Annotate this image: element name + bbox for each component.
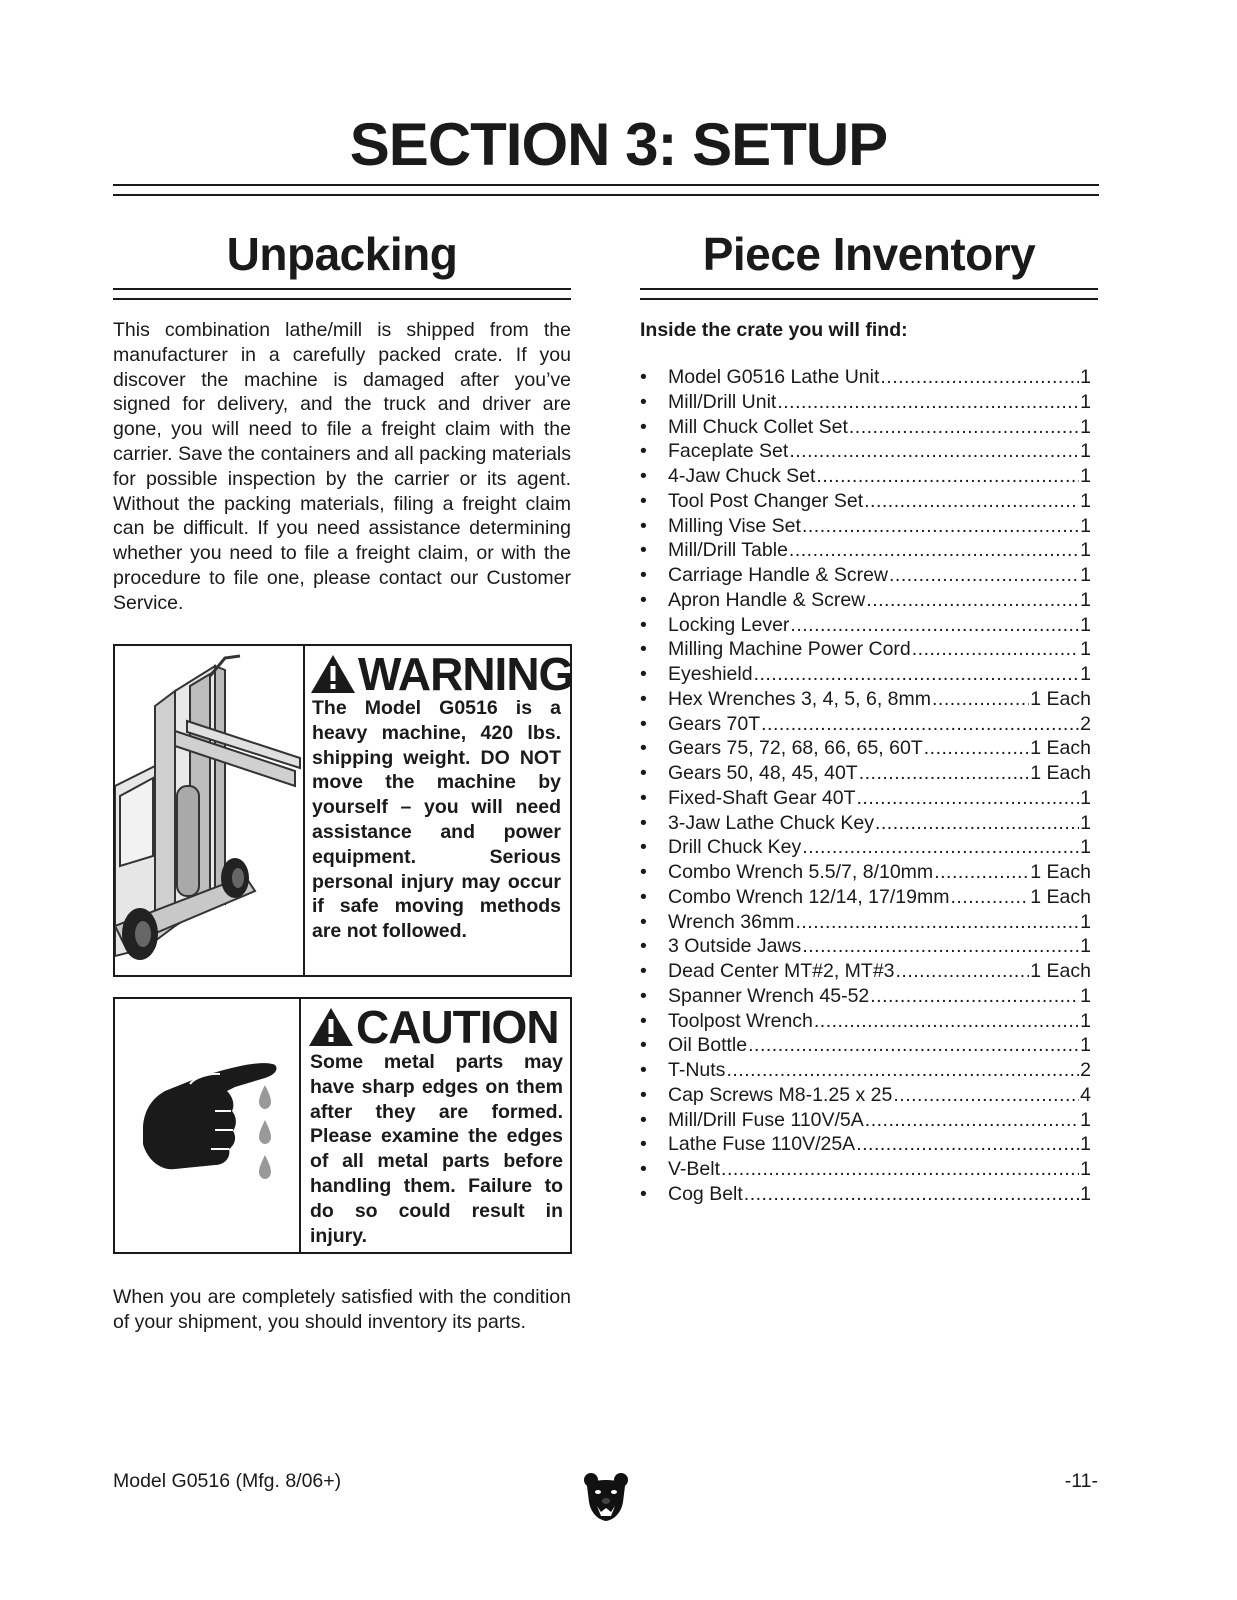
inventory-item bbox=[640, 786, 1091, 811]
dot-leader bbox=[802, 835, 1079, 860]
bullet: • bbox=[640, 564, 647, 586]
item-name: 3-Jaw Lathe Chuck Key bbox=[668, 811, 874, 834]
inventory-item bbox=[640, 860, 1091, 885]
item-name: Cap Screws M8-1.25 x 25 bbox=[668, 1083, 893, 1106]
dot-leader bbox=[880, 365, 1079, 390]
inventory-item bbox=[640, 439, 1091, 464]
item-name: Oil Bottle bbox=[668, 1034, 748, 1057]
dot-leader bbox=[721, 1157, 1079, 1182]
inventory-item bbox=[640, 934, 1091, 959]
bullet: • bbox=[640, 811, 647, 834]
warning-box bbox=[113, 644, 572, 977]
warning-header bbox=[310, 649, 573, 699]
item-name: Drill Chuck Key bbox=[668, 836, 802, 859]
bullet: • bbox=[640, 762, 647, 784]
item-quantity: 1 bbox=[1080, 1009, 1091, 1032]
footer-model: Model G0516 (Mfg. 8/06+) bbox=[113, 1470, 342, 1492]
item-quantity: 1 Each bbox=[1030, 762, 1091, 784]
inventory-item bbox=[640, 1157, 1091, 1182]
unpacking-rule-top bbox=[113, 288, 571, 290]
inventory-item bbox=[640, 613, 1091, 638]
item-quantity: 1 Each bbox=[1030, 861, 1091, 883]
bullet: • bbox=[640, 1083, 647, 1106]
inventory-item bbox=[640, 1009, 1091, 1034]
inventory-item bbox=[640, 835, 1091, 860]
item-quantity: 1 bbox=[1080, 811, 1091, 834]
bear-head-logo-icon bbox=[583, 1472, 629, 1522]
item-quantity: 1 Each bbox=[1030, 687, 1091, 710]
inventory-item bbox=[640, 1182, 1091, 1207]
bullet: • bbox=[640, 514, 647, 537]
inventory-item bbox=[640, 687, 1091, 712]
dot-leader bbox=[859, 761, 1030, 786]
inventory-item bbox=[640, 1132, 1091, 1157]
bullet: • bbox=[640, 885, 647, 908]
inventory-item bbox=[640, 959, 1091, 984]
inventory-item bbox=[640, 662, 1091, 687]
item-quantity: 1 bbox=[1080, 440, 1091, 463]
item-name: Cog Belt bbox=[668, 1182, 743, 1205]
item-name: Gears 50, 48, 45, 40T bbox=[668, 762, 858, 784]
dot-leader bbox=[889, 563, 1079, 588]
dot-leader bbox=[857, 786, 1080, 811]
item-quantity: 1 bbox=[1080, 564, 1091, 586]
bullet: • bbox=[640, 663, 647, 685]
item-quantity: 1 bbox=[1080, 1034, 1091, 1057]
caution-header bbox=[308, 1002, 559, 1052]
bullet: • bbox=[640, 465, 647, 487]
inventory-item bbox=[640, 1058, 1091, 1083]
pointing-hand-icon bbox=[115, 999, 299, 1252]
bullet: • bbox=[640, 984, 647, 1007]
bullet: • bbox=[640, 1034, 647, 1057]
dot-leader bbox=[864, 489, 1079, 514]
item-quantity: 1 bbox=[1080, 1158, 1091, 1180]
inventory-item bbox=[640, 365, 1091, 390]
item-quantity: 1 bbox=[1080, 786, 1091, 809]
dot-leader bbox=[777, 390, 1079, 415]
inventory-item bbox=[640, 761, 1091, 786]
sharp-edge-illustration bbox=[115, 999, 299, 1252]
bullet: • bbox=[640, 588, 647, 611]
item-quantity: 1 bbox=[1080, 1182, 1091, 1205]
item-name: Mill Chuck Collet Set bbox=[668, 415, 848, 438]
item-quantity: 1 bbox=[1080, 935, 1091, 958]
bullet: • bbox=[640, 613, 647, 636]
item-name: Model G0516 Lathe Unit bbox=[668, 366, 880, 388]
dot-leader bbox=[849, 415, 1079, 440]
item-quantity: 1 bbox=[1080, 613, 1091, 636]
dot-leader bbox=[761, 712, 1079, 737]
dot-leader bbox=[932, 687, 1029, 712]
bullet: • bbox=[640, 960, 647, 982]
item-quantity: 1 bbox=[1080, 415, 1091, 438]
item-quantity: 1 bbox=[1080, 588, 1091, 611]
item-name: Locking Lever bbox=[668, 613, 790, 636]
inventory-heading: Inside the crate you will find: bbox=[640, 319, 908, 341]
dot-leader bbox=[726, 1058, 1079, 1083]
dot-leader bbox=[790, 613, 1079, 638]
item-name: Combo Wrench 12/14, 17/19mm bbox=[668, 885, 950, 908]
dot-leader bbox=[814, 1009, 1079, 1034]
dot-leader bbox=[795, 910, 1079, 935]
forklift-icon bbox=[115, 646, 303, 975]
item-quantity: 1 Each bbox=[1030, 737, 1091, 760]
item-name: Mill/Drill Unit bbox=[668, 390, 777, 413]
inventory-item bbox=[640, 390, 1091, 415]
item-quantity: 1 bbox=[1080, 489, 1091, 512]
item-name: Gears 75, 72, 68, 66, 65, 60T bbox=[668, 737, 923, 760]
bullet: • bbox=[640, 712, 647, 735]
item-name: Dead Center MT#2, MT#3 bbox=[668, 960, 895, 982]
dot-leader bbox=[866, 588, 1079, 613]
closing-paragraph: When you are completely satisfied with the condition of your shipment, you should inventory its parts. bbox=[113, 1286, 571, 1333]
caution-box bbox=[113, 997, 572, 1254]
item-quantity: 1 bbox=[1080, 984, 1091, 1007]
item-name: Milling Vise Set bbox=[668, 514, 801, 537]
item-quantity: 1 bbox=[1080, 390, 1091, 413]
inventory-item bbox=[640, 464, 1091, 489]
dot-leader bbox=[912, 637, 1079, 662]
inventory-item bbox=[640, 736, 1091, 761]
dot-leader bbox=[748, 1033, 1079, 1058]
warning-label: WARNING bbox=[358, 648, 574, 700]
bullet: • bbox=[640, 440, 647, 463]
inventory-rule-top bbox=[640, 288, 1098, 290]
inventory-item bbox=[640, 885, 1091, 910]
inventory-item bbox=[640, 712, 1091, 737]
dot-leader bbox=[816, 464, 1079, 489]
item-name: Eyeshield bbox=[668, 663, 753, 685]
bullet: • bbox=[640, 539, 647, 562]
dot-leader bbox=[754, 662, 1080, 687]
item-quantity: 1 bbox=[1080, 514, 1091, 537]
inventory-item bbox=[640, 910, 1091, 935]
item-name: 4-Jaw Chuck Set bbox=[668, 465, 816, 487]
footer-page-number: -11- bbox=[1064, 1470, 1098, 1492]
item-name: Gears 70T bbox=[668, 712, 761, 735]
bullet: • bbox=[640, 1158, 647, 1180]
item-quantity: 1 bbox=[1080, 836, 1091, 859]
bullet: • bbox=[640, 1133, 647, 1156]
dot-leader bbox=[802, 934, 1079, 959]
inventory-item bbox=[640, 538, 1091, 563]
inventory-item bbox=[640, 588, 1091, 613]
item-name: Apron Handle & Screw bbox=[668, 588, 866, 611]
dot-leader bbox=[865, 1108, 1079, 1133]
inventory-item bbox=[640, 514, 1091, 539]
dot-leader bbox=[789, 538, 1079, 563]
item-quantity: 1 bbox=[1080, 1133, 1091, 1156]
bullet: • bbox=[640, 415, 647, 438]
warning-text: The Model G0516 is a heavy machine, 420 lbs. shipping weight. DO NOT move the machine by yourself – you will need assistance and power equipment. Serious personal injury may occur if safe moving methods are not followed. bbox=[312, 697, 561, 943]
item-quantity: 1 bbox=[1080, 663, 1091, 685]
inventory-item bbox=[640, 1083, 1091, 1108]
forklift-illustration bbox=[115, 646, 303, 975]
item-quantity: 1 bbox=[1080, 910, 1091, 933]
item-name: Toolpost Wrench bbox=[668, 1009, 813, 1032]
caution-label: CAUTION bbox=[356, 1001, 559, 1053]
item-quantity: 2 bbox=[1080, 1059, 1091, 1081]
item-name: T-Nuts bbox=[668, 1059, 726, 1081]
item-name: 3 Outside Jaws bbox=[668, 935, 802, 958]
item-name: Mill/Drill Fuse 110V/5A bbox=[668, 1108, 864, 1131]
item-quantity: 1 Each bbox=[1030, 960, 1091, 982]
inventory-item bbox=[640, 415, 1091, 440]
bullet: • bbox=[640, 786, 647, 809]
item-name: Hex Wrenches 3, 4, 5, 6, 8mm bbox=[668, 687, 931, 710]
inventory-list bbox=[640, 365, 1091, 1207]
dot-leader bbox=[875, 811, 1079, 836]
section-rule-bottom bbox=[113, 194, 1099, 196]
warning-divider bbox=[303, 646, 305, 975]
dot-leader bbox=[744, 1182, 1079, 1207]
caution-text: Some metal parts may have sharp edges on them after they are formed. Please examine the edges of all metal parts before handling them. Failure to do so could result in injury. bbox=[310, 1051, 563, 1247]
bullet: • bbox=[640, 861, 647, 883]
dot-leader bbox=[789, 439, 1079, 464]
item-name: Lathe Fuse 110V/25A bbox=[668, 1133, 856, 1156]
item-quantity: 4 bbox=[1080, 1083, 1091, 1106]
item-quantity: 1 bbox=[1080, 366, 1091, 388]
item-name: Spanner Wrench 45-52 bbox=[668, 984, 870, 1007]
item-quantity: 1 bbox=[1080, 465, 1091, 487]
bullet: • bbox=[640, 836, 647, 859]
dot-leader bbox=[896, 959, 1030, 984]
bullet: • bbox=[640, 910, 647, 933]
item-name: Combo Wrench 5.5/7, 8/10mm bbox=[668, 861, 934, 883]
unpacking-paragraph: This combination lathe/mill is shipped from the manufacturer in a carefully packed crate. If you discover the machine is damaged after you’ve signed for delivery, and the truck and driver are gone, you will need to file a freight claim with the carrier. Save the containers and all packing materials for possible inspection by the carrier or its agent. Without the packing materials, filing a freight claim can be difficult. If you need assistance determining whether you need to file a freight claim, or with the procedure to file one, please contact our Customer Service. bbox=[113, 319, 571, 614]
bullet: • bbox=[640, 687, 647, 710]
item-name: Mill/Drill Table bbox=[668, 539, 788, 562]
bullet: • bbox=[640, 1182, 647, 1205]
inventory-item bbox=[640, 811, 1091, 836]
bullet: • bbox=[640, 1059, 647, 1081]
section-rule-top bbox=[113, 184, 1099, 186]
dot-leader bbox=[870, 984, 1079, 1009]
section-title: SECTION 3: SETUP bbox=[349, 111, 888, 178]
item-name: Milling Machine Power Cord bbox=[668, 638, 911, 661]
warning-triangle-icon bbox=[310, 654, 356, 694]
bullet: • bbox=[640, 366, 647, 388]
dot-leader bbox=[934, 860, 1029, 885]
dot-leader bbox=[802, 514, 1079, 539]
dot-leader bbox=[950, 885, 1029, 910]
dot-leader bbox=[893, 1083, 1079, 1108]
inventory-item bbox=[640, 637, 1091, 662]
unpacking-rule-bottom bbox=[113, 298, 571, 300]
bullet: • bbox=[640, 489, 647, 512]
dot-leader bbox=[856, 1132, 1079, 1157]
item-quantity: 1 bbox=[1080, 1108, 1091, 1131]
caution-divider bbox=[299, 999, 301, 1252]
item-name: Fixed-Shaft Gear 40T bbox=[668, 786, 856, 809]
inventory-item bbox=[640, 563, 1091, 588]
item-name: Carriage Handle & Screw bbox=[668, 564, 889, 586]
inventory-rule-bottom bbox=[640, 298, 1098, 300]
bullet: • bbox=[640, 935, 647, 958]
bullet: • bbox=[640, 1108, 647, 1131]
dot-leader bbox=[924, 736, 1030, 761]
inventory-item bbox=[640, 984, 1091, 1009]
item-name: V-Belt bbox=[668, 1158, 721, 1180]
inventory-title: Piece Inventory bbox=[702, 228, 1036, 280]
item-quantity: 1 bbox=[1080, 539, 1091, 562]
item-name: Tool Post Changer Set bbox=[668, 489, 864, 512]
bullet: • bbox=[640, 737, 647, 760]
caution-triangle-icon bbox=[308, 1007, 354, 1047]
inventory-item bbox=[640, 489, 1091, 514]
inventory-item bbox=[640, 1033, 1091, 1058]
item-quantity: 1 Each bbox=[1030, 885, 1091, 908]
inventory-item bbox=[640, 1108, 1091, 1133]
unpacking-title: Unpacking bbox=[226, 228, 458, 280]
bullet: • bbox=[640, 638, 647, 661]
item-name: Wrench 36mm bbox=[668, 910, 795, 933]
bullet: • bbox=[640, 390, 647, 413]
item-name: Faceplate Set bbox=[668, 440, 789, 463]
bullet: • bbox=[640, 1009, 647, 1032]
item-quantity: 2 bbox=[1080, 712, 1091, 735]
item-quantity: 1 bbox=[1080, 638, 1091, 661]
